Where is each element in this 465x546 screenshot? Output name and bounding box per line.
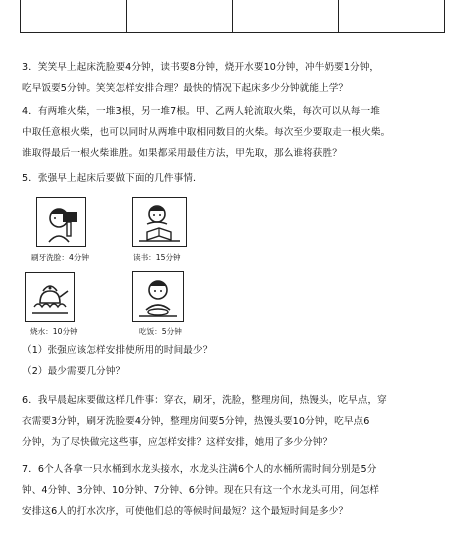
question-5-intro — [22, 168, 450, 189]
kettle-icon — [25, 272, 75, 322]
table-cell — [339, 0, 445, 33]
question-7-line-3: 安排这6人的打水次序，可使他们总的等候时间最短？这个最短时间是多少？ — [22, 506, 349, 517]
question-7-line-2: 钟、4分钟、3分钟、10分钟、7分钟、6分钟。现在只有这一个水龙头可用，问怎样 — [22, 485, 380, 496]
question-4-line-3: 谁取得最后一根火柴谁胜。如果都采用最佳方法，甲先取，那么谁将获胜？ — [22, 148, 342, 159]
question-7-line-1: 7．6个人各拿一只水桶到水龙头接水，水龙头注满6个人的水桶所需时间分别是5分 — [22, 464, 377, 475]
caption-brushing: 刷牙洗脸：4分钟 — [31, 253, 89, 262]
eating-icon — [132, 271, 184, 322]
question-6-line-2: 衣需要3分钟，刷牙洗脸要4分钟，整理房间要5分钟，热馒头要10分钟，吃早点6 — [22, 416, 370, 427]
table-cell — [21, 0, 127, 33]
brushing-teeth-icon — [36, 197, 86, 247]
caption-kettle: 烧水：10分钟 — [30, 327, 78, 336]
question-6-line-3: 分钟，为了尽快做完这些事，应怎样安排？这样安排，她用了多少分钟？ — [22, 437, 333, 448]
question-4-line-2: 中取任意根火柴，也可以同时从两堆中取相同数目的火柴。每次至少要取走一根火柴。 — [22, 127, 391, 138]
question-4-line-1: 4．有两堆火柴，一堆3根，另一堆7根。甲、乙两人轮流取火柴，每次可以从每一堆 — [22, 106, 380, 117]
question-3-line-2: 吃早饭要5分钟。笑笑怎样安排合理？最快的情况下起床多少分钟就能上学？ — [22, 83, 349, 94]
table-row — [21, 0, 445, 33]
question-3-line-1: 3．笑笑早上起床洗脸要4分钟，读书要8分钟，烧开水要10分钟，冲牛奶要1分钟， — [22, 62, 380, 73]
question-4 — [22, 101, 450, 164]
question-7 — [22, 459, 450, 522]
question-6-line-1: 6．我早晨起床要做这样几件事：穿衣，刷牙，洗脸，整理房间，热馒头，吃早点，穿 — [22, 395, 387, 406]
question-3 — [22, 57, 450, 99]
reading-icon — [132, 197, 187, 247]
question-5-sub — [22, 340, 450, 382]
caption-eating: 吃饭：5分钟 — [139, 327, 182, 336]
top-table-fragment — [20, 0, 445, 33]
question-6 — [22, 390, 450, 453]
table-cell — [127, 0, 233, 33]
question-5-sub-1: （1）张强应该怎样安排使所用的时间最少？ — [22, 345, 213, 356]
question-5-intro-text: 5．张强早上起床后要做下面的几件事情． — [22, 173, 203, 184]
question-5-sub-2: （2）最少需要几分钟？ — [22, 366, 126, 377]
caption-reading: 读书：15分钟 — [133, 253, 181, 262]
table-cell — [233, 0, 339, 33]
